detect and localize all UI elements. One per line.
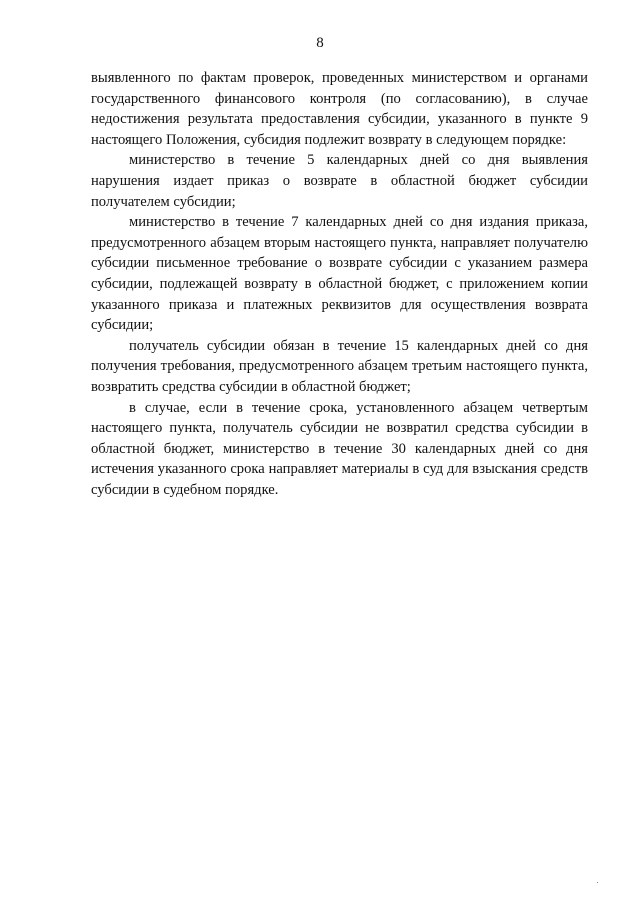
document-body <box>91 68 588 500</box>
paragraph-continuation: выявленного по фактам проверок, проведенных министерством и органами государственного финансового контроля (по согласованию), в случае недостижения результата предоставления субсидии, указанного в пункте 9 настоящего Положения, субсидия подлежит возврату в следующем порядке: <box>91 70 588 148</box>
paragraph-written-demand: министерство в течение 7 календарных дней со дня издания приказа, предусмотренного абзацем вторым настоящего пункта, направляет получателю субсидии письменное требование о возврате субсидии с указанием размера субсидии, подлежащей возврату в областной бюджет, с приложением копии указанного приказа и платежных реквизитов для осуществления возврата субсидии; <box>91 214 588 334</box>
paragraph-refund-obligation: получатель субсидии обязан в течение 15 календарных дней со дня получения требования, предусмотренного абзацем третьим настоящего пункта, возвратить средства субсидии в областной бюджет; <box>91 337 588 395</box>
scan-speck <box>597 882 598 883</box>
paragraph-court-recovery: в случае, если в течение срока, установленного абзацем четвертым настоящего пункта, получатель субсидии не возвратил средства субсидии в областной бюджет, министерство в течение 30 календарных дней со дня истечения указанного срока направляет материалы в суд для взыскания средств субсидии в судебном порядке. <box>91 399 588 498</box>
paragraph-order-issue: министерство в течение 5 календарных дней со дня выявления нарушения издает приказ о возврате в областной бюджет субсидии получателем субсидии; <box>91 152 588 210</box>
page-number: 8 <box>316 35 324 51</box>
